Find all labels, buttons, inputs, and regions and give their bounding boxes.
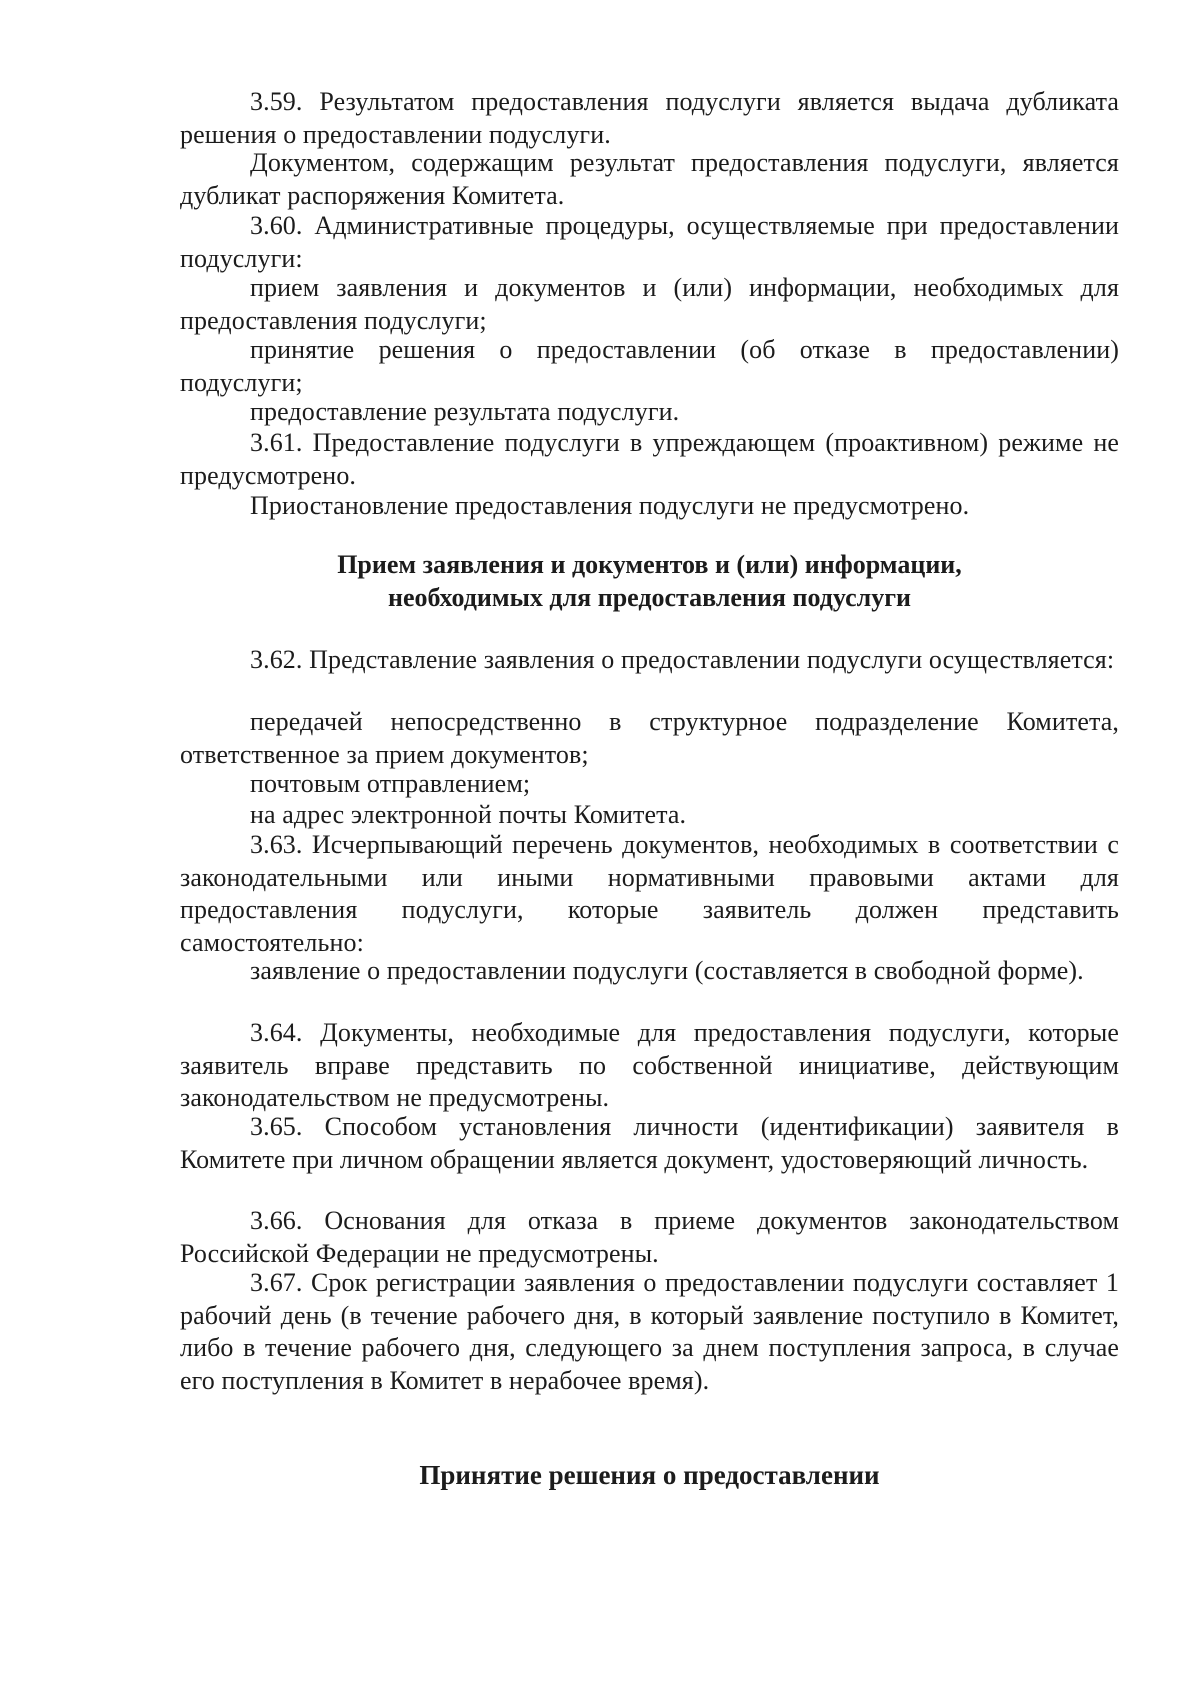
list-item-postal: почтовым отправлением;: [250, 769, 531, 798]
paragraph-3-59: 3.59. Результатом предоставления подуслуги является выдача дубликата решения о предоставлении подуслуги.: [180, 87, 1119, 149]
paragraph-result-document: Документом, содержащим результат предоставления подуслуги, является дубликат распоряжения Комитета.: [180, 148, 1119, 210]
list-item-application-form: заявление о предоставлении подуслуги (составляется в свободной форме).: [250, 956, 1084, 985]
section-heading-reception: [180, 548, 1119, 614]
section-heading-line: Принятие решения о предоставлении: [419, 1460, 880, 1490]
section-heading-line: Прием заявления и документов и (или) информации,: [337, 550, 962, 579]
section-heading-line: необходимых для предоставления подуслуги: [387, 583, 911, 612]
list-item-reception: прием заявления и документов и (или) информации, необходимых для предоставления подуслуги;: [180, 273, 1119, 335]
paragraph-3-63: 3.63. Исчерпывающий перечень документов, необходимых в соответствии с законодательными или иными нормативными правовыми актами для предоставления подуслуги, которые заявитель должен представить самостоятельно:: [180, 830, 1119, 957]
paragraph-3-62: 3.62. Представление заявления о предоставлении подуслуги осуществляется:: [250, 645, 1115, 674]
paragraph-3-66: 3.66. Основания для отказа в приеме документов законодательством Российской Федерации не предусмотрены.: [180, 1206, 1119, 1268]
list-item-decision: принятие решения о предоставлении (об отказе в предоставлении) подуслуги;: [180, 335, 1119, 397]
paragraph-3-60: 3.60. Административные процедуры, осуществляемые при предоставлении подуслуги:: [180, 211, 1119, 273]
list-item-email: на адрес электронной почты Комитета.: [250, 800, 687, 829]
paragraph-3-64: 3.64. Документы, необходимые для предоставления подуслуги, которые заявитель вправе представить по собственной инициативе, действующим законодательством не предусмотрены.: [180, 1018, 1119, 1113]
section-heading-decision: [180, 1459, 1119, 1492]
paragraph-3-65: 3.65. Способом установления личности (идентификации) заявителя в Комитете при личном обращении является документ, удостоверяющий личность.: [180, 1112, 1119, 1174]
paragraph-3-61: 3.61. Предоставление подуслуги в упреждающем (проактивном) режиме не предусмотрено.: [180, 428, 1119, 490]
paragraph-3-67: 3.67. Срок регистрации заявления о предоставлении подуслуги составляет 1 рабочий день (в течение рабочего дня, в который заявление поступило в Комитет, либо в течение рабочего дня, следующего за днем поступления запроса, в случае его поступления в Комитет в нерабочее время).: [180, 1268, 1119, 1395]
paragraph-suspension: Приостановление предоставления подуслуги не предусмотрено.: [250, 491, 970, 520]
list-item-result: предоставление результата подуслуги.: [250, 397, 680, 426]
list-item-direct-transfer: передачей непосредственно в структурное подразделение Комитета, ответственное за прием документов;: [180, 707, 1119, 769]
